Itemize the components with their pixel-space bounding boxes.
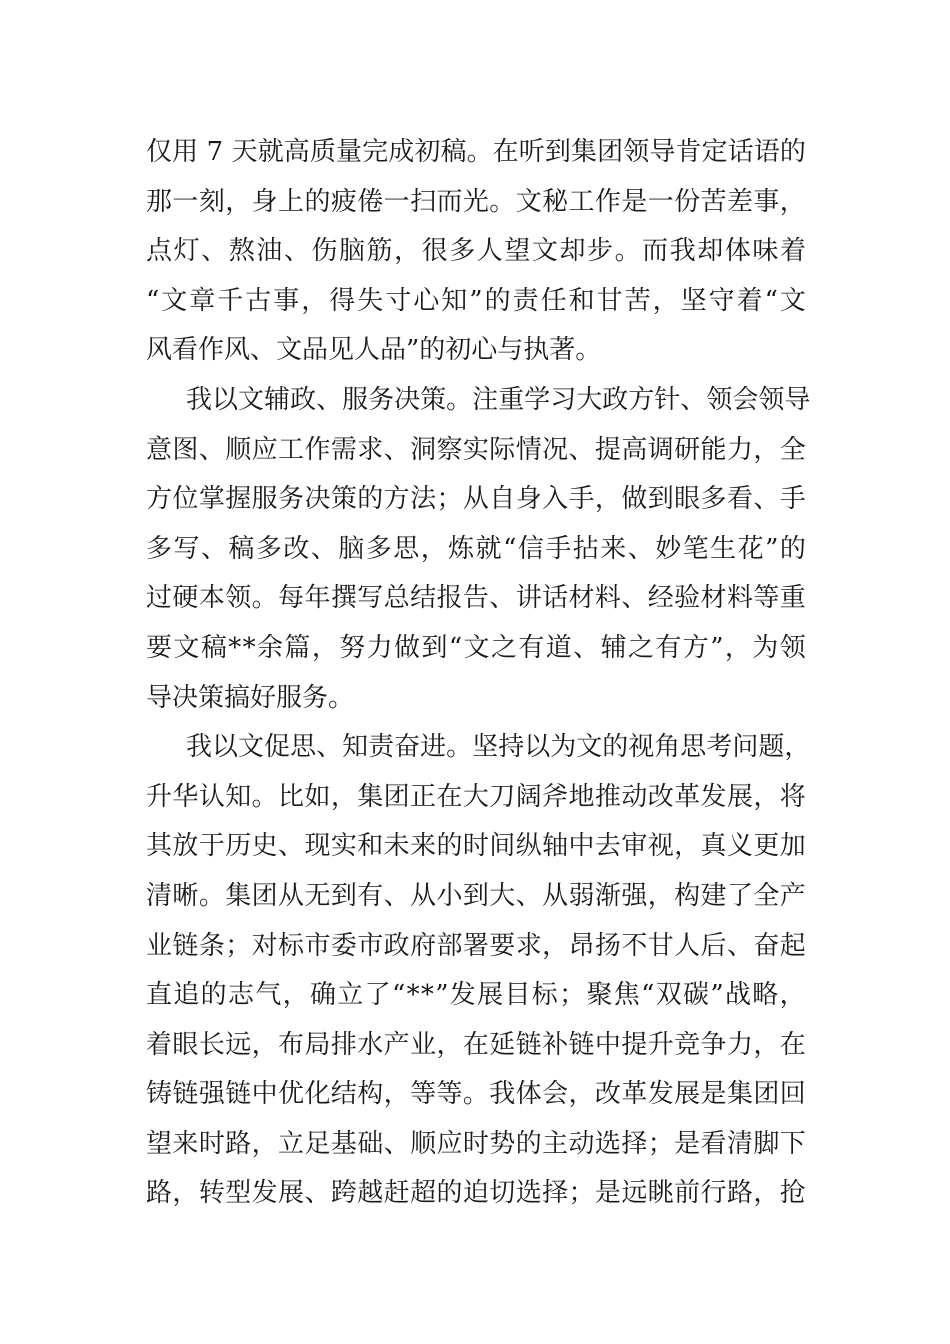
text-line: 过 硬 本 领 。 每 年 撰 写 总 结 报 告 、 讲 话 材 料 、 经 验 材 料 等 重 [146, 583, 806, 614]
text-line: 那 一 刻 ， 身 上 的 疲 倦 一 扫 而 光 。 文 秘 工 作 是 一 份 苦 差 事 ， [146, 186, 806, 217]
text-line: 仅 用 7 天 就 高 质 量 完 成 初 稿 。 在 听 到 集 团 领 导 肯 定 话 语 的 [146, 137, 806, 167]
text-line: 风看作风、文品见人品”的初心与执著。 [146, 335, 602, 366]
text-line: 清 晰 。 集 团 从 无 到 有 、 从 小 到 大 、 从 弱 渐 强 ， 构 建 了 全 产 [146, 880, 806, 911]
text-line: “ 文 章 千 古 事 ， 得 失 寸 心 知 ” 的 责 任 和 甘 苦 ， 坚 守 着 “ 文 [146, 285, 806, 316]
text-line: 直 追 的 志 气 ， 确 立 了 “ * * ” 发 展 目 标 ； 聚 焦 “ 双 碳 ” 战 略 ， [146, 980, 806, 1011]
text-line: 路 ， 转 型 发 展 、 跨 越 赶 超 的 迫 切 选 择 ； 是 远 眺 前 行 路 ， 抢 [146, 1178, 806, 1209]
text-line: 要 文 稿 * * 余 篇 ， 努 力 做 到 “ 文 之 有 道 、 辅 之 有 方 ” ， 为 领 [146, 632, 806, 663]
document-body [146, 130, 811, 1221]
text-line: 望 来 时 路 ， 立 足 基 础 、 顺 应 时 势 的 主 动 选 择 ； 是 看 清 脚 下 [146, 1128, 806, 1159]
text-line: 业 链 条 ； 对 标 市 委 市 政 府 部 署 要 求 ， 昂 扬 不 甘 人 后 、 奋 起 [146, 930, 806, 961]
text-line: 我 以 文 促 思 、 知 责 奋 进 。 坚 持 以 为 文 的 视 角 思 考 问 题 ， [186, 732, 811, 763]
text-line: 升 华 认 知 。 比 如 ， 集 团 正 在 大 刀 阔 斧 地 推 动 改 革 发 展 ， 将 [146, 781, 806, 812]
text-line: 多 写 、 稿 多 改 、 脑 多 思 ， 炼 就 “ 信 手 拈 来 、 妙 笔 生 花 ” 的 [146, 533, 806, 564]
text-line: 其 放 于 历 史 、 现 实 和 未 来 的 时 间 纵 轴 中 去 审 视 ， 真 义 更 加 [146, 831, 806, 862]
text-line: 点 灯 、 熬 油 、 伤 脑 筋 ， 很 多 人 望 文 却 步 。 而 我 却 体 味 着 [146, 236, 806, 267]
text-line: 着 眼 长 远 ， 布 局 排 水 产 业 ， 在 延 链 补 链 中 提 升 竞 争 力 ， 在 [146, 1029, 806, 1060]
text-line: 我 以 文 辅 政 、 服 务 决 策 。 注 重 学 习 大 政 方 针 、 领 会 领 导 [186, 384, 811, 415]
text-line: 意 图 、 顺 应 工 作 需 求 、 洞 察 实 际 情 况 、 提 高 调 研 能 力 ， 全 [146, 434, 806, 465]
text-line: 导决策搞好服务。 [146, 682, 355, 713]
text-line: 方 位 掌 握 服 务 决 策 的 方 法 ； 从 自 身 入 手 ， 做 到 眼 多 看 、 手 [146, 484, 806, 515]
text-line: 铸 链 强 链 中 优 化 结 构 ， 等 等 。 我 体 会 ， 改 革 发 展 是 集 团 回 [146, 1079, 806, 1110]
